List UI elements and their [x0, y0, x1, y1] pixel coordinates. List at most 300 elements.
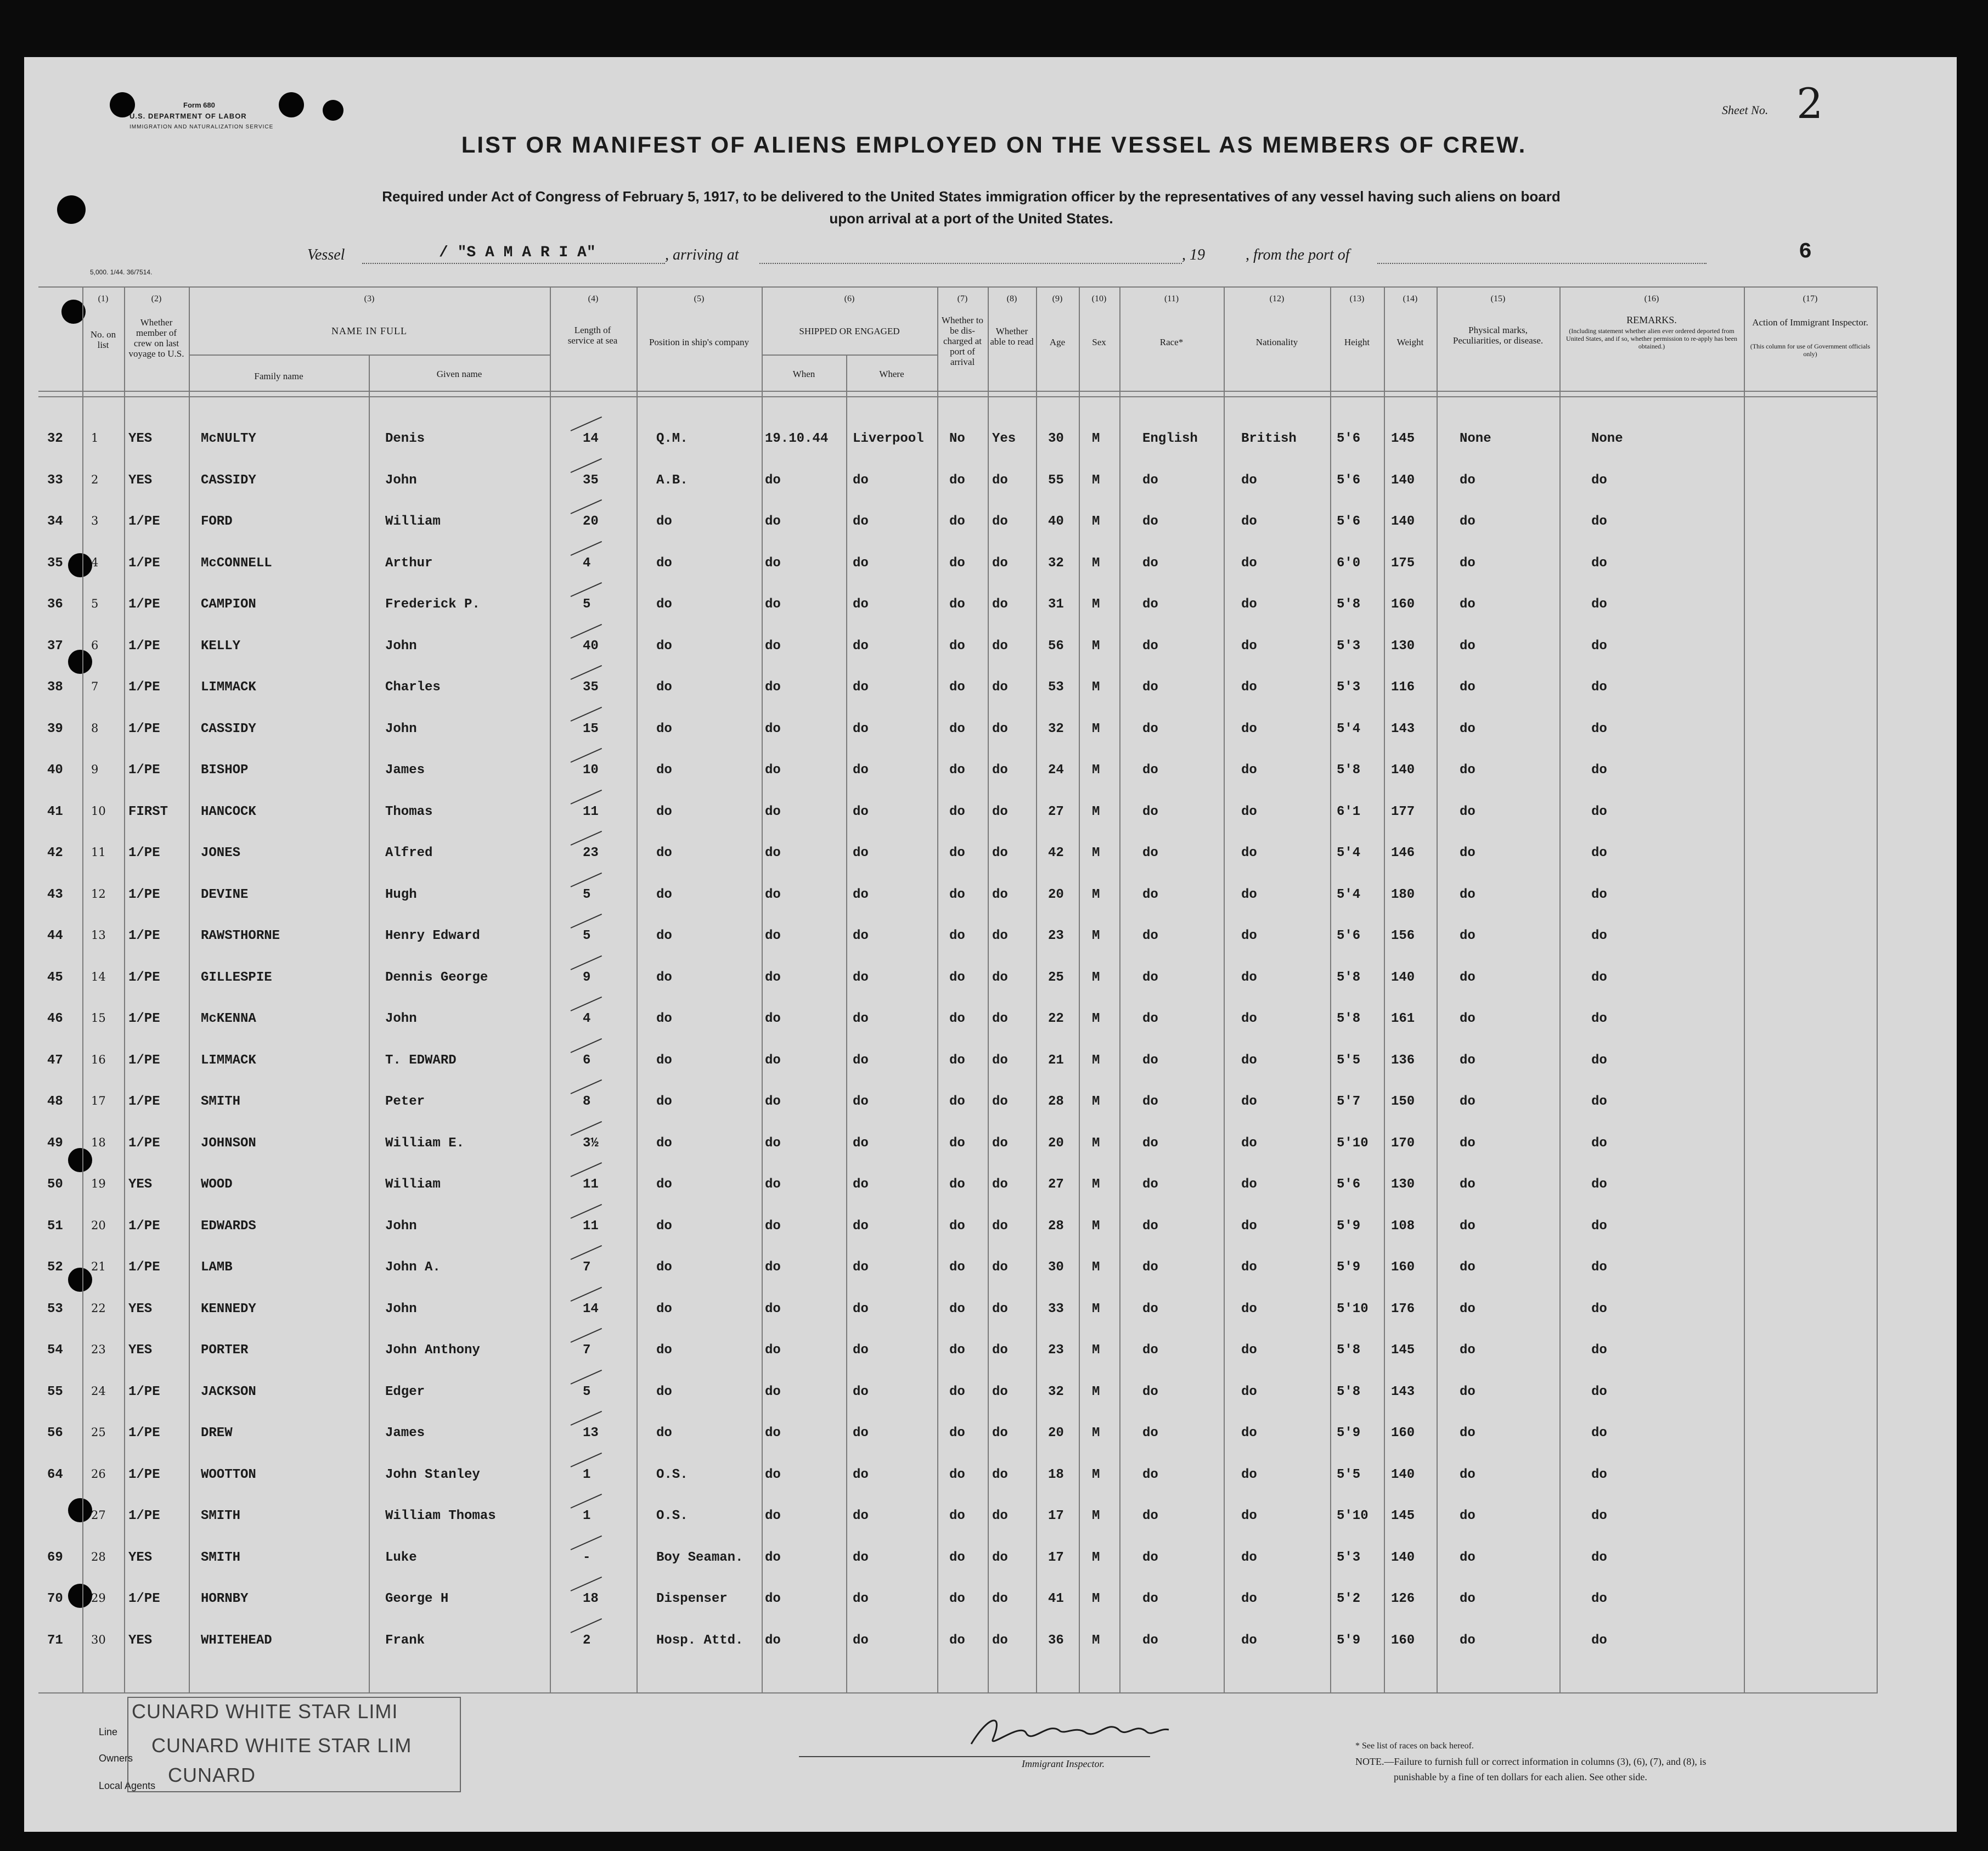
row-shipped-where: do — [853, 970, 869, 985]
row-length-of-service: 40 — [583, 639, 599, 654]
row-discharged: do — [949, 1343, 965, 1358]
row-given-name: James — [385, 763, 425, 778]
row-height: 5'7 — [1337, 1094, 1361, 1109]
row-weight: 161 — [1391, 1011, 1415, 1026]
row-race: do — [1142, 639, 1158, 654]
row-shipped-when: do — [765, 763, 781, 778]
col15-header: Physical marks, Peculiarities, or disease. — [1452, 325, 1544, 346]
shipped-where-header: Where — [879, 369, 904, 379]
row-weight: 143 — [1391, 1385, 1415, 1399]
row-position: do — [656, 1385, 672, 1399]
subtitle-line-1: Required under Act of Congress of February 5, 1917, to be delivered to the United States immigration officer by the representatives of any vessel having such aliens on board — [382, 188, 1561, 205]
row-line-number: 56 — [47, 1426, 63, 1441]
row-weight: 146 — [1391, 846, 1415, 860]
page-title: LIST OR MANIFEST OF ALIENS EMPLOYED ON THE VESSEL AS MEMBERS OF CREW. — [461, 132, 1527, 157]
row-line-number: 41 — [47, 804, 63, 819]
col14-number: (14) — [1403, 294, 1418, 303]
row-weight: 176 — [1391, 1302, 1415, 1316]
row-line-number: 36 — [47, 597, 63, 612]
row-shipped-where: do — [853, 1591, 869, 1606]
row-age: 17 — [1048, 1550, 1064, 1565]
row-shipped-when: do — [765, 929, 781, 943]
row-sex: M — [1092, 597, 1100, 612]
row-remarks: do — [1591, 1426, 1607, 1441]
col3-header: NAME IN FULL — [331, 325, 407, 336]
row-given-name: John A. — [385, 1260, 441, 1275]
row-family-name: KENNEDY — [201, 1302, 256, 1316]
row-able-to-read: do — [992, 1385, 1008, 1399]
row-nationality: do — [1241, 1053, 1257, 1068]
row-list-number: 16 — [91, 1053, 106, 1066]
row-length-of-service: 1 — [583, 1467, 591, 1482]
service-name: IMMIGRATION AND NATURALIZATION SERVICE — [129, 124, 274, 130]
col-rule — [189, 286, 190, 1692]
row-discharged: do — [949, 1260, 965, 1275]
row-physical-marks: do — [1460, 556, 1475, 571]
row-length-of-service: 20 — [583, 514, 599, 529]
row-able-to-read: do — [992, 514, 1008, 529]
row-physical-marks: do — [1460, 722, 1475, 736]
row-height: 5'5 — [1337, 1467, 1361, 1482]
row-physical-marks: do — [1460, 597, 1475, 612]
row-shipped-where: do — [853, 1219, 869, 1234]
row-able-to-read: do — [992, 1219, 1008, 1234]
row-able-to-read: do — [992, 722, 1008, 736]
row-shipped-where: do — [853, 1094, 869, 1109]
row-remarks: do — [1591, 1011, 1607, 1026]
row-nationality: do — [1241, 887, 1257, 902]
sheet-number-value: 2 — [1796, 79, 1823, 128]
row-physical-marks: do — [1460, 1550, 1475, 1565]
row-discharged: do — [949, 1591, 965, 1606]
row-shipped-where: do — [853, 639, 869, 654]
row-remarks: do — [1591, 1591, 1607, 1606]
row-discharged: do — [949, 1053, 965, 1068]
row-physical-marks: do — [1460, 1343, 1475, 1358]
row-family-name: HANCOCK — [201, 804, 256, 819]
row-position: do — [656, 1011, 672, 1026]
row-position: Boy Seaman. — [656, 1550, 744, 1565]
row-race: do — [1142, 1302, 1158, 1316]
row-list-number: 18 — [91, 1136, 106, 1149]
row-age: 28 — [1048, 1219, 1064, 1234]
row-length-of-service: 5 — [583, 1385, 591, 1399]
row-family-name: DREW — [201, 1426, 233, 1441]
row-physical-marks: do — [1460, 639, 1475, 654]
col10-header: Sex — [1092, 337, 1106, 347]
row-shipped-where: do — [853, 1385, 869, 1399]
row-line-number: 53 — [47, 1302, 63, 1316]
row-able-to-read: do — [992, 1302, 1008, 1316]
shipped-subheader-rule — [762, 355, 937, 356]
inspector-signature — [955, 1706, 1174, 1755]
row-able-to-read: do — [992, 1509, 1008, 1523]
row-able-to-read: do — [992, 1633, 1008, 1648]
col12-header: Nationality — [1255, 337, 1298, 347]
row-length-of-service: 9 — [583, 970, 591, 985]
row-physical-marks: do — [1460, 1591, 1475, 1606]
row-weight: 160 — [1391, 1260, 1415, 1275]
row-race: do — [1142, 1633, 1158, 1648]
row-list-number: 6 — [91, 639, 99, 652]
row-discharged: No — [949, 431, 965, 446]
row-length-of-service: 4 — [583, 1011, 591, 1026]
row-height: 5'10 — [1337, 1509, 1368, 1523]
row-length-of-service: 35 — [583, 473, 599, 488]
row-shipped-when: do — [765, 514, 781, 529]
col-rule — [1224, 286, 1225, 1692]
row-shipped-where: do — [853, 514, 869, 529]
row-family-name: CASSIDY — [201, 473, 256, 488]
row-given-name: John Anthony — [385, 1343, 480, 1358]
row-discharged: do — [949, 1136, 965, 1151]
row-shipped-when: do — [765, 1011, 781, 1026]
row-length-of-service: 35 — [583, 680, 599, 695]
row-list-number: 17 — [91, 1094, 106, 1107]
row-shipped-when: do — [765, 473, 781, 488]
footer-notes — [1355, 1739, 1849, 1785]
row-shipped-when: do — [765, 1219, 781, 1234]
col6-header: SHIPPED OR ENGAGED — [799, 326, 900, 336]
col-rule — [369, 355, 370, 1692]
row-able-to-read: do — [992, 1591, 1008, 1606]
row-age: 55 — [1048, 473, 1064, 488]
row-list-number: 25 — [91, 1426, 106, 1439]
owners-stamp: CUNARD WHITE STAR LIM — [151, 1734, 412, 1757]
row-list-number: 10 — [91, 804, 106, 818]
row-age: 23 — [1048, 929, 1064, 943]
row-given-name: Alfred — [385, 846, 433, 860]
row-height: 5'5 — [1337, 1053, 1361, 1068]
row-race: do — [1142, 1343, 1158, 1358]
row-line-number: 54 — [47, 1343, 63, 1358]
row-sex: M — [1092, 970, 1100, 985]
row-discharged: do — [949, 597, 965, 612]
col17-header: Action of Immigrant Inspector. — [1752, 317, 1868, 328]
row-weight: 150 — [1391, 1094, 1415, 1109]
row-race: do — [1142, 1509, 1158, 1523]
row-physical-marks: do — [1460, 1260, 1475, 1275]
races-note: * See list of races on back hereof. — [1355, 1741, 1474, 1751]
row-age: 40 — [1048, 514, 1064, 529]
row-weight: 160 — [1391, 1426, 1415, 1441]
row-weight: 140 — [1391, 473, 1415, 488]
row-nationality: do — [1241, 846, 1257, 860]
col-rule — [1744, 286, 1745, 1692]
page-subtitle — [258, 185, 1685, 229]
row-weight: 130 — [1391, 1177, 1415, 1192]
row-discharged: do — [949, 514, 965, 529]
col8-number: (8) — [1006, 294, 1017, 303]
col5-number: (5) — [694, 294, 705, 303]
row-physical-marks: do — [1460, 1053, 1475, 1068]
row-discharged: do — [949, 1302, 965, 1316]
row-race: do — [1142, 804, 1158, 819]
punch-hole — [68, 1268, 92, 1292]
row-previous-voyage: 1/PE — [128, 556, 160, 571]
row-race: do — [1142, 1426, 1158, 1441]
row-list-number: 23 — [91, 1343, 106, 1356]
col14-header: Weight — [1396, 337, 1424, 347]
row-shipped-when: do — [765, 639, 781, 654]
row-length-of-service: 10 — [583, 763, 599, 778]
row-remarks: do — [1591, 680, 1607, 695]
row-able-to-read: do — [992, 1094, 1008, 1109]
row-physical-marks: None — [1460, 431, 1491, 446]
row-position: do — [656, 887, 672, 902]
row-race: do — [1142, 473, 1158, 488]
row-length-of-service: 11 — [583, 1219, 599, 1234]
col-rule — [1330, 286, 1331, 1692]
row-nationality: do — [1241, 929, 1257, 943]
row-height: 5'8 — [1337, 597, 1361, 612]
row-previous-voyage: 1/PE — [128, 1136, 160, 1151]
row-race: do — [1142, 763, 1158, 778]
row-shipped-where: do — [853, 804, 869, 819]
col5-header: Position in ship's company — [649, 337, 750, 347]
row-physical-marks: do — [1460, 1426, 1475, 1441]
row-remarks: do — [1591, 1509, 1607, 1523]
row-given-name: Edger — [385, 1385, 425, 1399]
row-line-number: 43 — [47, 887, 63, 902]
row-race: do — [1142, 597, 1158, 612]
row-height: 5'8 — [1337, 1011, 1361, 1026]
col3-number: (3) — [364, 294, 375, 303]
row-discharged: do — [949, 804, 965, 819]
row-previous-voyage: 1/PE — [128, 1509, 160, 1523]
row-position: do — [656, 556, 672, 571]
col16-subheader: (Including statement whether alien ever ordered deported from United States, and if so, whether permission to re-apply has been obtained.) — [1566, 327, 1737, 350]
row-list-number: 15 — [91, 1011, 106, 1025]
row-shipped-where: do — [853, 1343, 869, 1358]
row-race: do — [1142, 929, 1158, 943]
row-position: do — [656, 1260, 672, 1275]
row-nationality: do — [1241, 1219, 1257, 1234]
row-line-number: 39 — [47, 722, 63, 736]
row-sex: M — [1092, 1053, 1100, 1068]
penalty-note-2: punishable by a fine of ten dollars for each alien. See other side. — [1394, 1771, 1647, 1782]
row-position: Q.M. — [656, 431, 688, 446]
row-family-name: DEVINE — [201, 887, 249, 902]
row-discharged: do — [949, 1550, 965, 1565]
row-able-to-read: do — [992, 887, 1008, 902]
row-nationality: do — [1241, 804, 1257, 819]
row-shipped-where: do — [853, 1426, 869, 1441]
vessel-label: Vessel — [307, 246, 345, 263]
row-given-name: John — [385, 1302, 417, 1316]
row-age: 41 — [1048, 1591, 1064, 1606]
row-physical-marks: do — [1460, 514, 1475, 529]
row-height: 5'6 — [1337, 929, 1361, 943]
row-shipped-when: do — [765, 1426, 781, 1441]
row-able-to-read: do — [992, 1260, 1008, 1275]
row-previous-voyage: 1/PE — [128, 1591, 160, 1606]
row-shipped-where: do — [853, 1136, 869, 1151]
name-subheader-rule — [190, 355, 550, 356]
row-list-number: 9 — [91, 763, 99, 776]
page-mark: 6 — [1799, 240, 1812, 265]
row-height: 5'6 — [1337, 473, 1361, 488]
row-position: A.B. — [656, 473, 688, 488]
row-shipped-when: do — [765, 1550, 781, 1565]
row-position: do — [656, 722, 672, 736]
row-list-number: 3 — [91, 514, 99, 527]
from-port-underline — [1377, 246, 1707, 264]
row-race: do — [1142, 1136, 1158, 1151]
row-weight: 126 — [1391, 1591, 1415, 1606]
row-discharged: do — [949, 763, 965, 778]
local-agents-label: Local Agents — [99, 1780, 156, 1791]
row-physical-marks: do — [1460, 763, 1475, 778]
row-physical-marks: do — [1460, 1633, 1475, 1648]
row-shipped-where: do — [853, 763, 869, 778]
row-age: 17 — [1048, 1509, 1064, 1523]
row-remarks: do — [1591, 1343, 1607, 1358]
form-number: Form 680 — [183, 101, 215, 109]
row-able-to-read: do — [992, 1467, 1008, 1482]
row-list-number: 13 — [91, 929, 106, 942]
line-label: Line — [99, 1726, 118, 1737]
row-list-number: 8 — [91, 722, 99, 735]
row-previous-voyage: YES — [128, 431, 153, 446]
row-length-of-service: 4 — [583, 556, 591, 571]
row-shipped-where: do — [853, 1177, 869, 1192]
row-height: 6'0 — [1337, 556, 1361, 571]
row-height: 5'9 — [1337, 1219, 1361, 1234]
row-nationality: do — [1241, 763, 1257, 778]
row-age: 20 — [1048, 887, 1064, 902]
row-nationality: do — [1241, 1177, 1257, 1192]
col10-number: (10) — [1091, 294, 1107, 303]
col-rule — [550, 286, 551, 1692]
row-line-number: 40 — [47, 763, 63, 778]
row-sex: M — [1092, 639, 1100, 654]
row-family-name: CAMPION — [201, 597, 256, 612]
row-list-number: 27 — [91, 1509, 106, 1522]
row-nationality: do — [1241, 556, 1257, 571]
col17-subheader: (This column for use of Government officials only) — [1750, 342, 1871, 358]
row-line-number: 55 — [47, 1385, 63, 1399]
row-previous-voyage: 1/PE — [128, 1219, 160, 1234]
row-position: do — [656, 970, 672, 985]
row-height: 5'9 — [1337, 1426, 1361, 1441]
row-shipped-where: do — [853, 722, 869, 736]
row-family-name: JONES — [201, 846, 241, 860]
col8-header: Whether able to read — [990, 326, 1034, 347]
row-family-name: JOHNSON — [201, 1136, 256, 1151]
row-discharged: do — [949, 970, 965, 985]
punch-hole — [68, 1498, 92, 1522]
row-able-to-read: do — [992, 556, 1008, 571]
row-shipped-where: do — [853, 1302, 869, 1316]
row-given-name: William — [385, 1177, 441, 1192]
row-list-number: 21 — [91, 1260, 106, 1273]
row-sex: M — [1092, 804, 1100, 819]
given-name-header: Given name — [436, 369, 482, 379]
col7-header: Whether to be dis-charged at port of arrival — [942, 315, 983, 367]
row-shipped-when: do — [765, 556, 781, 571]
punch-hole — [323, 100, 343, 121]
row-family-name: JACKSON — [201, 1385, 256, 1399]
row-height: 5'8 — [1337, 763, 1361, 778]
row-sex: M — [1092, 556, 1100, 571]
row-given-name: John — [385, 473, 417, 488]
row-race: do — [1142, 1177, 1158, 1192]
row-position: do — [656, 1094, 672, 1109]
row-able-to-read: do — [992, 1011, 1008, 1026]
row-race: do — [1142, 1053, 1158, 1068]
row-race: do — [1142, 887, 1158, 902]
row-discharged: do — [949, 1633, 965, 1648]
subtitle-line-2: upon arrival at a port of the United States. — [829, 210, 1113, 227]
row-length-of-service: 14 — [583, 431, 599, 446]
row-shipped-where: do — [853, 1011, 869, 1026]
row-nationality: do — [1241, 1467, 1257, 1482]
row-list-number: 30 — [91, 1633, 106, 1646]
row-sex: M — [1092, 431, 1100, 446]
row-nationality: do — [1241, 1633, 1257, 1648]
row-physical-marks: do — [1460, 1177, 1475, 1192]
col12-number: (12) — [1269, 294, 1285, 303]
row-able-to-read: do — [992, 680, 1008, 695]
row-family-name: LIMMACK — [201, 1053, 256, 1068]
sheet-label: Sheet No. — [1722, 103, 1769, 117]
col-rule — [937, 286, 938, 1692]
row-shipped-when: do — [765, 1260, 781, 1275]
row-physical-marks: do — [1460, 804, 1475, 819]
row-previous-voyage: 1/PE — [128, 1385, 160, 1399]
row-race: do — [1142, 1219, 1158, 1234]
row-given-name: John Stanley — [385, 1467, 480, 1482]
row-length-of-service: 14 — [583, 1302, 599, 1316]
row-age: 32 — [1048, 1385, 1064, 1399]
row-remarks: do — [1591, 473, 1607, 488]
row-shipped-where: do — [853, 1467, 869, 1482]
row-able-to-read: do — [992, 473, 1008, 488]
row-family-name: CASSIDY — [201, 722, 256, 736]
row-length-of-service: 2 — [583, 1633, 591, 1648]
row-previous-voyage: 1/PE — [128, 1094, 160, 1109]
row-line-number: 48 — [47, 1094, 63, 1109]
row-family-name: McCONNELL — [201, 556, 272, 571]
row-previous-voyage: YES — [128, 1177, 153, 1192]
row-able-to-read: do — [992, 1053, 1008, 1068]
row-weight: 145 — [1391, 1509, 1415, 1523]
row-remarks: do — [1591, 970, 1607, 985]
row-length-of-service: 18 — [583, 1591, 599, 1606]
row-nationality: do — [1241, 1094, 1257, 1109]
row-height: 5'8 — [1337, 970, 1361, 985]
row-age: 24 — [1048, 763, 1064, 778]
row-sex: M — [1092, 763, 1100, 778]
row-height: 5'3 — [1337, 639, 1361, 654]
row-shipped-when: do — [765, 804, 781, 819]
row-family-name: PORTER — [201, 1343, 249, 1358]
stamp-frame — [127, 1697, 461, 1792]
row-sex: M — [1092, 1094, 1100, 1109]
row-shipped-when: do — [765, 1385, 781, 1399]
row-remarks: None — [1591, 431, 1623, 446]
row-nationality: do — [1241, 473, 1257, 488]
row-sex: M — [1092, 1343, 1100, 1358]
row-given-name: John — [385, 1011, 417, 1026]
row-able-to-read: do — [992, 597, 1008, 612]
row-previous-voyage: 1/PE — [128, 514, 160, 529]
row-weight: 145 — [1391, 1343, 1415, 1358]
row-race: do — [1142, 1591, 1158, 1606]
row-age: 33 — [1048, 1302, 1064, 1316]
row-length-of-service: 11 — [583, 1177, 599, 1192]
